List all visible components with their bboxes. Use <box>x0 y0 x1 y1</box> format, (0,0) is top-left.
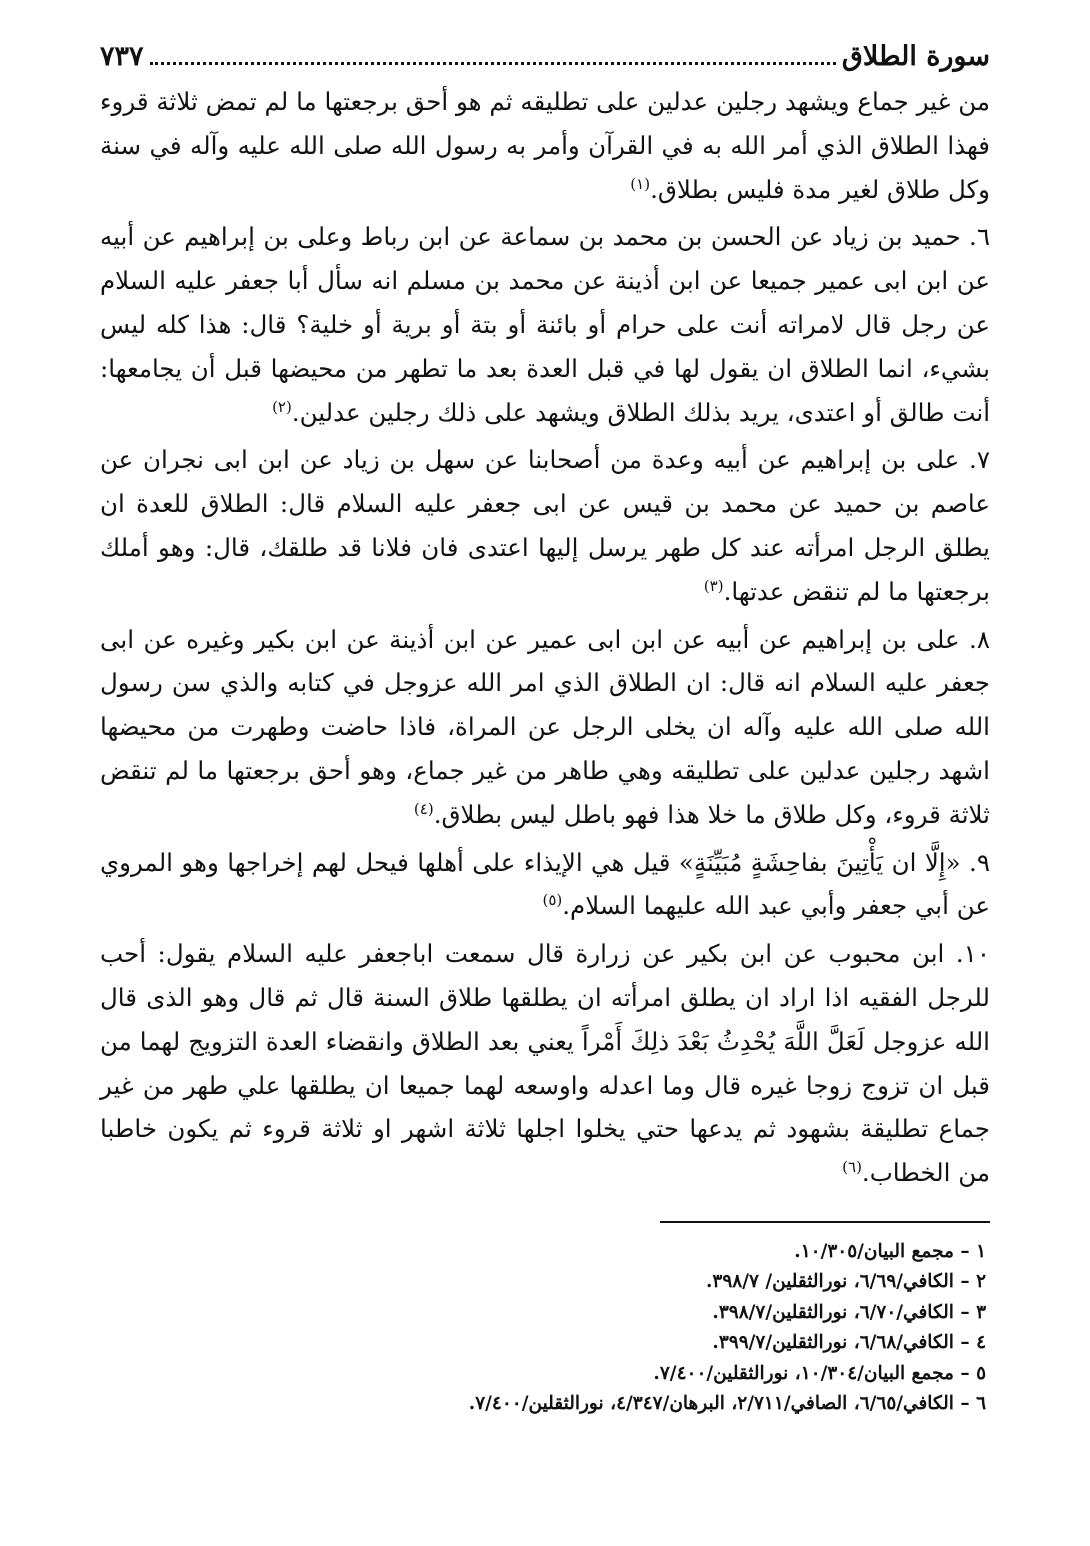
footnote-divider <box>660 1221 990 1223</box>
footnote-item: ٣ – الكافي/٦/٧٠، نورالثقلين/٣٩٨/٧. <box>712 1301 986 1323</box>
footnote-ref: (١) <box>630 174 651 193</box>
running-header <box>100 34 990 80</box>
book-page <box>100 34 990 1420</box>
paragraph-text: ٧. على بن إبراهيم عن أبيه وعدة من أصحابنا عن سهل بن زياد عن ابن ابى نجران عن عاصم بن حميد عن محمد بن قيس عن ابى جعفر عليه السلام قال: الطلاق للعدة ان يطلق الرجل امرأته عند كل طهر يرسل إليها اعتدى فان فلانا قد طلقك، قال: وهو أملك برجعتها ما لم تنقض عدتها. <box>100 445 990 606</box>
footnote-ref: (٣) <box>703 576 724 595</box>
paragraph-hadith-8 <box>100 618 990 837</box>
dotted-leader <box>150 40 836 65</box>
footnote-ref: (٥) <box>542 891 563 910</box>
paragraph-text: ٩. «إِلَّا ان يَأْتِينَ بفاحِشَةٍ مُبَيِّنَةٍ» قيل هي الإيذاء على أهلها فيحل لهم إخراجها وهو المروي عن أبي جعفر وأبي عبد الله عليهما السلام. <box>100 847 990 921</box>
main-text <box>100 80 990 1195</box>
paragraph-hadith-6 <box>100 215 990 434</box>
footnote-ref: (٢) <box>272 397 292 416</box>
footnote-item: ٢ – الكافي/٦/٦٩، نورالثقلين/ ٣٩٨/٧. <box>705 1271 986 1293</box>
footnote-item: ٦ – الكافي/٦/٦٥، الصافي/٢/٧١١، البرهان/٤/٣٤٧، نورالثقلين/٧/٤٠٠. <box>468 1393 986 1415</box>
footnote-item: ١ – مجمع البيان/١٠/٣٠٥. <box>794 1240 986 1262</box>
paragraph-hadith-7 <box>100 438 990 613</box>
page-number: ٧٣٧ <box>100 41 144 72</box>
paragraph-hadith-9 <box>100 841 990 929</box>
footnote-ref: (٦) <box>842 1157 862 1176</box>
footnotes <box>100 1237 990 1420</box>
paragraph-text: من غير جماع ويشهد رجلين عدلين على تطليقه ثم هو أحق برجعتها ما لم تمض ثلاثة قروء فهذا الطلاق الذي أمر الله به في القرآن وأمر به رسول الله صلى الله عليه وآله في سنة وكل طلاق لغير مدة فليس بطلاق. <box>100 87 990 204</box>
paragraph-text: ٨. على بن إبراهيم عن أبيه عن ابن ابى عمير عن ابن أذينة عن ابن بكير وغيره عن ابى جعفر عليه السلام انه قال: ان الطلاق الذي امر الله عزوجل في كتابه والذي سن رسول الله صلى الله عليه وآله ان يخلى الرجل عن المراة، فاذا حاضت وطهرت من محيضها اشهد رجلين عدلين على تطليقه وهي طاهر من غير جماع، وهو أحق برجعتها ما لم تنقض ثلاثة قروء، وكل طلاق ما خلا هذا فهو باطل ليس بطلاق. <box>100 624 990 829</box>
footnote-ref: (٤) <box>413 799 434 818</box>
footnote-item: ٤ – الكافي/٦/٦٨، نورالثقلين/٣٩٩/٧. <box>712 1332 986 1354</box>
paragraph-text: ١٠. ابن محبوب عن ابن بكير عن زرارة قال سمعت اباجعفر عليه السلام يقول: أحب للرجل الفقيه اذا اراد ان يطلق امرأته ان يطلقها طلاق السنة قال ثم قال وهو الذى قال الله عزوجل لَعَلَّ اللَّهَ يُحْدِثُ بَعْدَ ذلِكَ أَمْراً يعني بعد الطلاق وانقضاء العدة التزويج لهما من قبل ان تزوج زوجا غيره قال وما اعدله واوسعه لهما جميعا ان يطلقها علي طهر من غير جماع تطليقة بشهود ثم يدعها حتي يخلوا اجلها ثلاثة اشهر او ثلاثة قروء ثم يكون خاطبا من الخطاب. <box>100 939 990 1188</box>
surah-title: سورة الطلاق <box>841 41 990 72</box>
paragraph-continued <box>100 80 990 211</box>
footnote-item: ٥ – مجمع البيان/١٠/٣٠٤، نورالثقلين/٧/٤٠٠. <box>653 1362 986 1384</box>
paragraph-hadith-10 <box>100 932 990 1195</box>
paragraph-text: ٦. حميد بن زياد عن الحسن بن محمد بن سماعة عن ابن رباط وعلى بن إبراهيم عن أبيه عن ابن ابى عمير جميعا عن ابن أذينة عن محمد بن مسلم انه سأل أبا جعفر عليه السلام عن رجل قال لامراته أنت على حرام أو بائنة أو بتة أو برية أو خلية؟ قال: هذا كله ليس بشيء، انما الطلاق ان يقول لها في قبل العدة بعد ما تطهر من محيضها قبل أن يجامعها: أنت طالق أو اعتدى، يريد بذلك الطلاق ويشهد على ذلك رجلين عدلين. <box>100 222 990 427</box>
